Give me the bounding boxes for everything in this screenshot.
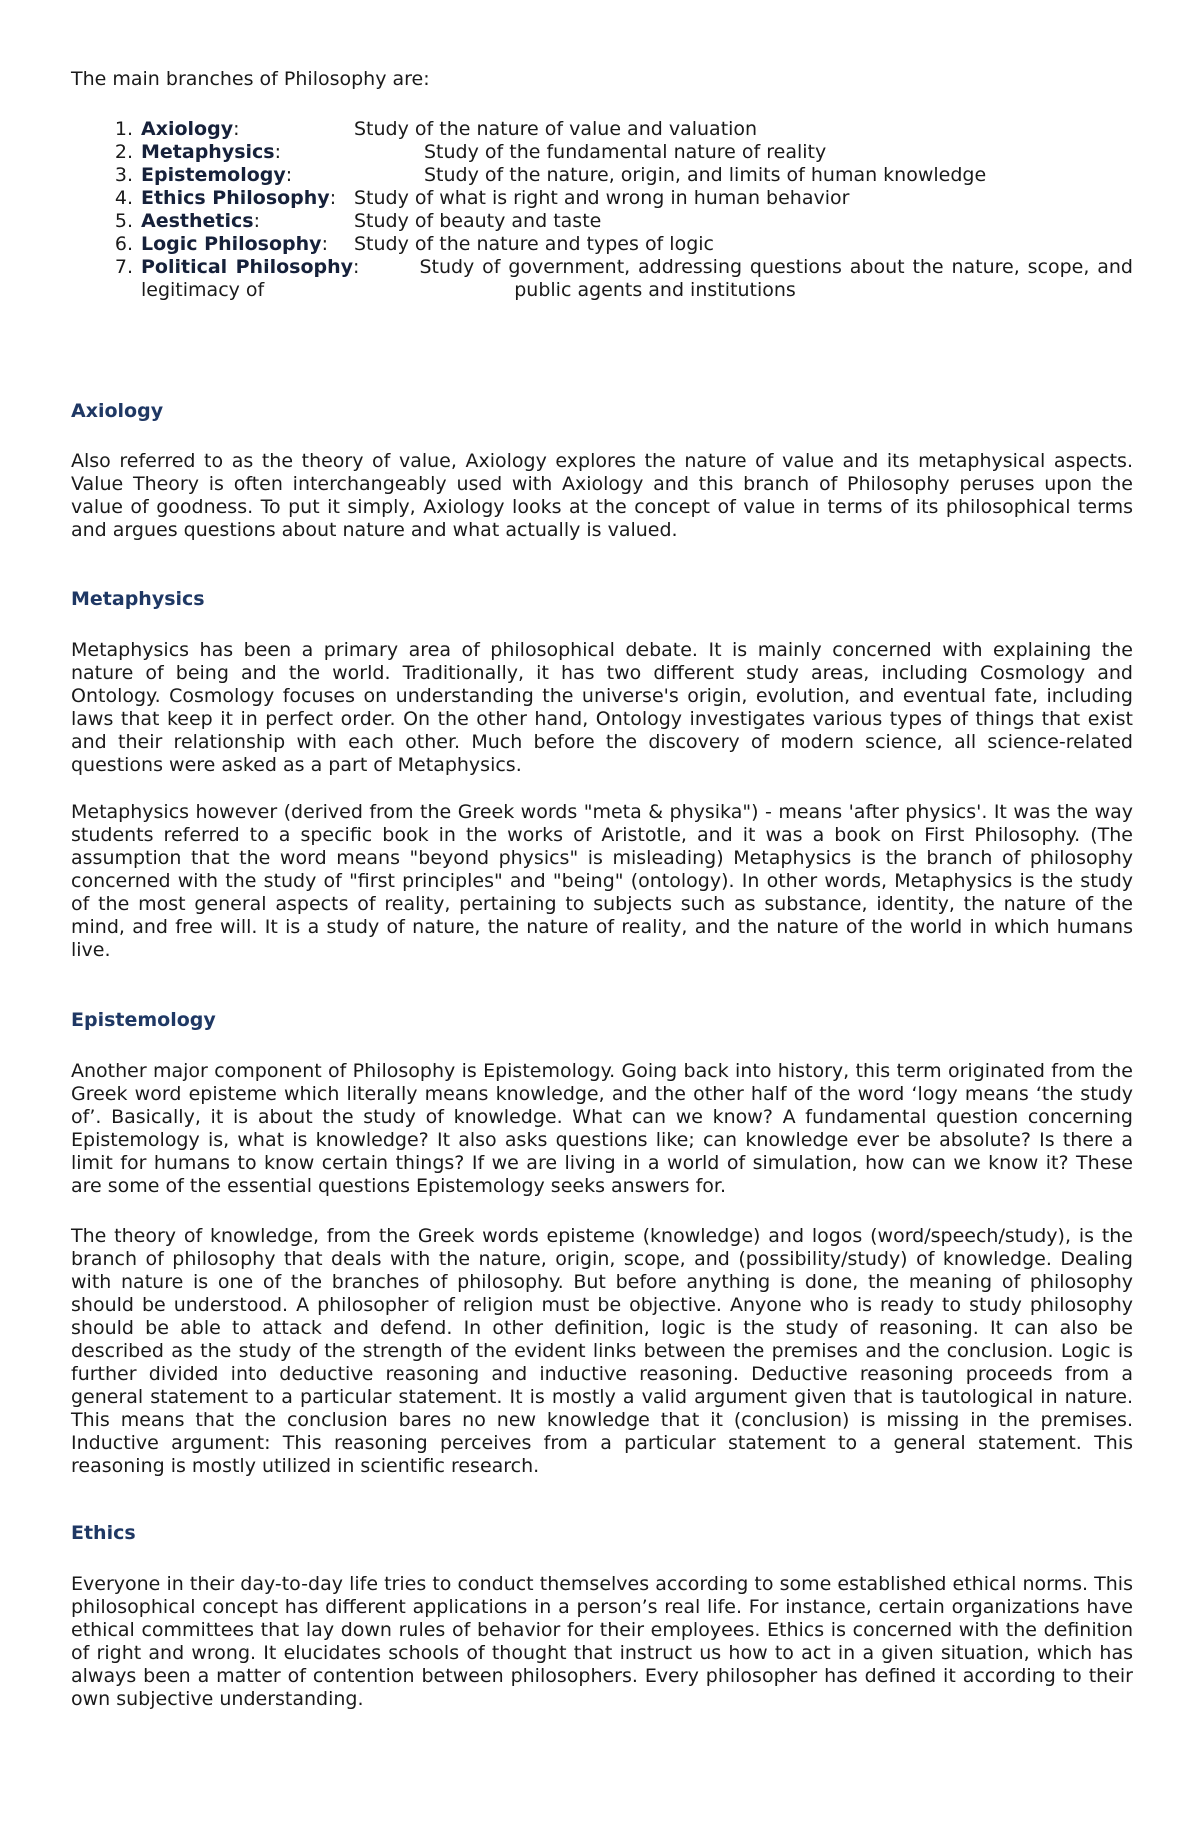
branch-description: Study of the nature of value and valuation: [354, 118, 758, 140]
branch-term: Logic Philosophy: [141, 233, 322, 255]
paragraph-epistemology-1: Another major component of Philosophy is Epistemology. Going back into history, this term originated from the Greek word episteme which literally means knowledge, and the other half of the word ‘logy means ‘the study of’. Basically, it is about the study of knowledge. What can we know? A fundamental question concerning Epistemology is, what is knowledge? It also asks questions like; can knowledge ever be absolute? Is there a limit for humans to know certain things? If we are living in a world of simulation, how can we know it? These are some of the essential questions Epistemology seeks answers for.: [71, 1060, 1133, 1197]
branch-description: Study of the nature, origin, and limits of human knowledge: [424, 164, 987, 186]
paragraph-metaphysics-2: Metaphysics however (derived from the Greek words "meta & physika") - means 'after physics'. It was the way students referred to a specific book in the works of Aristotle, and it was a book on First Philosophy. (The assumption that the word means "beyond physics" is misleading) Metaphysics is the branch of philosophy concerned with the study of "first principles" and "being" (ontology). In other words, Metaphysics is the study of the most general aspects of reality, pertaining to subjects such as substance, identity, the nature of the mind, and free will. It is a study of nature, the nature of reality, and the nature of the world in which humans live.: [71, 801, 1133, 961]
branch-term: Axiology: [141, 118, 234, 140]
list-number: 1.: [114, 118, 133, 140]
list-item: [114, 256, 1133, 302]
list-item: [114, 233, 1133, 256]
list-number: 6.: [114, 233, 133, 255]
branch-colon: :: [253, 210, 260, 232]
branch-colon: :: [329, 187, 337, 209]
list-number: 4.: [114, 187, 133, 209]
section-heading-metaphysics: Metaphysics: [71, 588, 205, 610]
branch-description-continued: public agents and institutions: [514, 279, 796, 301]
branch-description: Study of the fundamental nature of reality: [424, 141, 827, 163]
section-heading-epistemology: Epistemology: [71, 1009, 216, 1031]
branch-colon: :: [353, 256, 360, 278]
intro-text: The main branches of Philosophy are:: [71, 68, 430, 90]
branch-colon: :: [274, 141, 282, 163]
branch-description: Study of what is right and wrong in human behavior: [354, 187, 850, 209]
list-item: [114, 141, 1133, 164]
paragraph-epistemology-2: The theory of knowledge, from the Greek words episteme (knowledge) and logos (word/speech/study), is the branch of philosophy that deals with the nature, origin, scope, and (possibility/study) of knowledge. Dealing with nature is one of the branches of philosophy. But before anything is done, the meaning of philosophy should be understood. A philosopher of religion must be objective. Anyone who is ready to study philosophy should be able to attack and defend. In other definition, logic is the study of reasoning. It can also be described as the study of the strength of the evident links between the premises and the conclusion. Logic is further divided into deductive reasoning and inductive reasoning. Deductive reasoning proceeds from a general statement to a particular statement. It is mostly a valid argument given that is tautological in nature. This means that the conclusion bares no new knowledge that it (conclusion) is missing in the premises. Inductive argument: This reasoning perceives from a particular statement to a general statement. This reasoning is mostly utilized in scientific research.: [71, 1225, 1133, 1477]
list-number: 2.: [114, 141, 133, 163]
branch-colon: :: [321, 233, 328, 255]
list-item: [114, 210, 1133, 233]
branch-term: Political Philosophy: [141, 256, 354, 278]
section-heading-axiology: Axiology: [71, 400, 164, 422]
list-item: [114, 187, 1133, 210]
branch-colon: :: [285, 164, 293, 186]
document-page: [71, 68, 1133, 1710]
branch-term: Ethics Philosophy: [141, 187, 330, 209]
branch-term: Aesthetics: [141, 210, 254, 232]
branch-description: Study of government, addressing questions about the nature, scope, and legitimacy of: [141, 256, 1133, 301]
list-number: 3.: [114, 164, 133, 186]
section-heading-ethics: Ethics: [71, 1522, 136, 1544]
branches-list: [71, 118, 1133, 302]
list-number: 5.: [114, 210, 133, 232]
paragraph-axiology: Also referred to as the theory of value, Axiology explores the nature of value and its metaphysical aspects. Value Theory is often interchangeably used with Axiology and this branch of Philosophy peruses upon the value of goodness. To put it simply, Axiology looks at the concept of value in terms of its philosophical terms and argues questions about nature and what actually is valued.: [71, 450, 1133, 541]
paragraph-metaphysics-1: Metaphysics has been a primary area of philosophical debate. It is mainly concerned with explaining the nature of being and the world. Traditionally, it has two different study areas, including Cosmology and Ontology. Cosmology focuses on understanding the universe's origin, evolution, and eventual fate, including laws that keep it in perfect order. On the other hand, Ontology investigates various types of things that exist and their relationship with each other. Much before the discovery of modern science, all science-related questions were asked as a part of Metaphysics.: [71, 639, 1133, 776]
list-item: [114, 118, 1133, 141]
list-item: [114, 164, 1133, 187]
list-number: 7.: [114, 256, 133, 278]
paragraph-ethics: Everyone in their day-to-day life tries to conduct themselves according to some established ethical norms. This philosophical concept has different applications in a person’s real life. For instance, certain organizations have ethical committees that lay down rules of behavior for their employees. Ethics is concerned with the definition of right and wrong. It elucidates schools of thought that instruct us how to act in a given situation, which has always been a matter of contention between philosophers. Every philosopher has defined it according to their own subjective understanding.: [71, 1573, 1133, 1710]
branch-colon: :: [233, 118, 240, 140]
branch-description: Study of the nature and types of logic: [354, 233, 714, 255]
branch-description: Study of beauty and taste: [354, 210, 602, 232]
branch-term: Metaphysics: [141, 141, 275, 163]
branch-term: Epistemology: [141, 164, 286, 186]
